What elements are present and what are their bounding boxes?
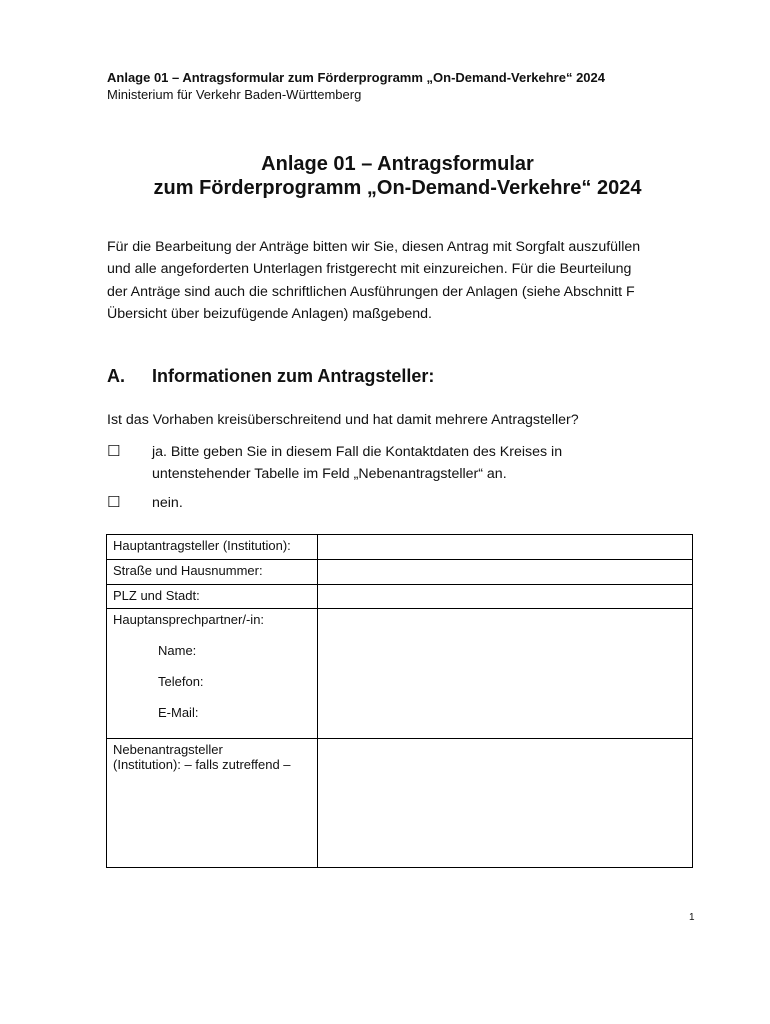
- table-row: [107, 585, 693, 609]
- field-plz[interactable]: [318, 585, 693, 609]
- applicant-info-table: [106, 534, 693, 868]
- option-yes-line-1: ja. Bitte geben Sie in diesem Fall die Kontaktdaten des Kreises in: [152, 444, 563, 460]
- checkbox-yes[interactable]: ☐: [107, 443, 121, 460]
- table-row: [107, 560, 693, 585]
- multi-applicant-question: Ist das Vorhaben kreisüberschreitend und hat damit mehrere Antragsteller?: [107, 412, 579, 428]
- running-header-title: Anlage 01 – Antragsformular zum Förderprogramm „On-Demand-Verkehre“ 2024: [107, 70, 605, 85]
- option-yes-line-2: untenstehender Tabelle im Feld „Nebenantragsteller“ an.: [152, 466, 507, 482]
- running-header-ministry: Ministerium für Verkehr Baden-Württemberg: [107, 87, 362, 102]
- document-title: [0, 152, 770, 200]
- label-telefon: Telefon:: [158, 674, 204, 689]
- field-strasse[interactable]: [318, 560, 693, 585]
- intro-line: Für die Bearbeitung der Anträge bitten wir Sie, diesen Antrag mit Sorgfalt auszufüllen: [107, 239, 641, 255]
- page-number: 1: [689, 912, 695, 923]
- section-title: Informationen zum Antragsteller:: [152, 366, 435, 386]
- field-hauptantragsteller[interactable]: [318, 535, 693, 560]
- table-row: [107, 609, 693, 739]
- document-title-line-2: zum Förderprogramm „On-Demand-Verkehre“ 2024: [153, 177, 642, 199]
- document-title-line-1: Anlage 01 – Antragsformular: [261, 153, 534, 175]
- label-email: E-Mail:: [158, 705, 199, 720]
- label-plz: PLZ und Stadt:: [107, 585, 318, 609]
- label-hauptantragsteller: Hauptantragsteller (Institution):: [107, 535, 318, 560]
- label-nebenantragsteller-line-1: Nebenantragsteller: [113, 742, 223, 757]
- label-nebenantragsteller-line-2: (Institution): – falls zutreffend –: [113, 757, 291, 772]
- section-a-heading: [107, 366, 434, 387]
- option-no-label: nein.: [152, 495, 183, 511]
- option-yes-label: [152, 441, 562, 485]
- intro-line: und alle angeforderten Unterlagen fristgerecht mit einzureichen. Für die Beurteilung: [107, 261, 632, 278]
- label-ansprechpartner: Hauptansprechpartner/-in:: [113, 612, 265, 627]
- intro-line: Übersicht über beizufügende Anlagen) maßgebend.: [107, 305, 432, 322]
- table-row: [107, 535, 693, 560]
- label-name: Name:: [158, 643, 197, 658]
- label-nebenantragsteller-cell: [107, 739, 318, 868]
- section-number: A.: [107, 366, 125, 386]
- checkbox-no[interactable]: ☐: [107, 494, 121, 511]
- intro-line: der Anträge sind auch die schriftlichen Ausführungen der Anlagen (siehe Abschnitt F: [107, 283, 635, 300]
- field-nebenantragsteller[interactable]: [318, 739, 693, 868]
- field-ansprechpartner[interactable]: [318, 609, 693, 739]
- intro-paragraph: [107, 236, 707, 325]
- table-row: [107, 739, 693, 868]
- label-strasse: Straße und Hausnummer:: [107, 560, 318, 585]
- label-ansprechpartner-cell: [107, 609, 318, 739]
